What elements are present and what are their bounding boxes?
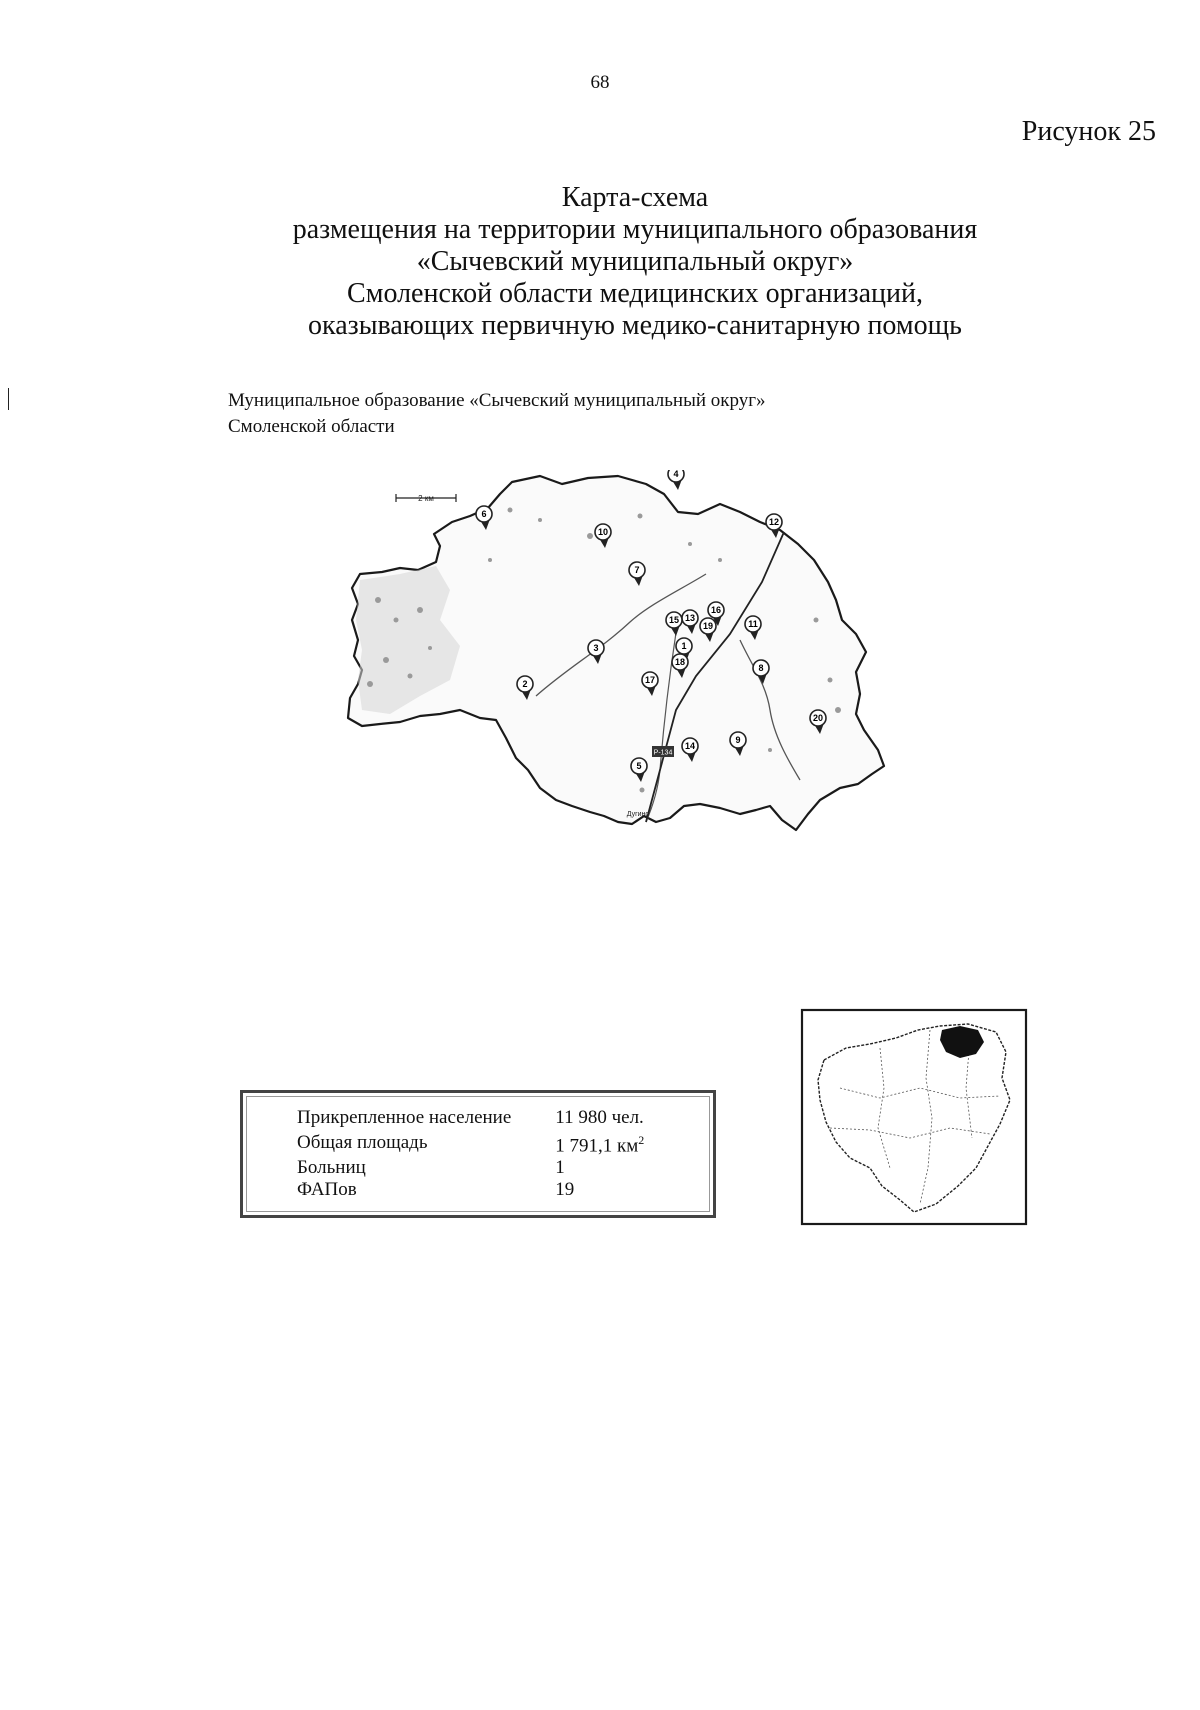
marker-number: 12: [768, 517, 780, 528]
marker-number: 17: [644, 675, 656, 686]
marker-number: 5: [636, 761, 642, 772]
stat-label: ФАПов: [297, 1179, 357, 1201]
statistics-row: [297, 1179, 644, 1201]
district-map: [300, 470, 940, 890]
inset-region-map: [800, 1008, 1030, 1228]
page-number: 68: [590, 72, 610, 93]
title-line: Карта-схема: [561, 182, 709, 213]
marker-number: 3: [593, 643, 599, 654]
marker-number: 8: [758, 663, 764, 674]
title-line: Смоленской области медицинских организаций,: [347, 278, 923, 309]
stat-value: 1: [555, 1157, 565, 1179]
marker-number: 10: [597, 527, 609, 538]
marker-number: 7: [634, 565, 640, 576]
marker-number: 4: [673, 470, 679, 480]
marker-number: 1: [681, 641, 687, 652]
statistics-row: [297, 1129, 644, 1157]
subtitle-line: Смоленской области: [228, 416, 395, 437]
figure-label: Рисунок 25: [1021, 116, 1156, 147]
road-label: Р-134: [653, 749, 673, 757]
subtitle-line: Муниципальное образование «Сычевский муниципальный округ»: [228, 390, 766, 411]
town-label: Дугино: [626, 811, 650, 818]
stat-label: Прикрепленное население: [297, 1107, 512, 1128]
marker-number: 13: [684, 613, 696, 624]
stat-value-cell: [511, 1129, 644, 1157]
marker-number: 19: [702, 621, 714, 632]
location-marker-4: [668, 470, 684, 490]
marker-number: 18: [674, 657, 686, 668]
marker-number: 15: [668, 615, 680, 626]
title-line: «Сычевский муниципальный округ»: [416, 246, 854, 277]
stat-value: 11 980 чел.: [555, 1107, 644, 1128]
marker-number: 2: [522, 679, 528, 690]
margin-mark: [8, 388, 9, 410]
stat-unit-superscript: 2: [638, 1133, 645, 1147]
scale-bar: [396, 494, 456, 503]
title-line: оказывающих первичную медико-санитарную помощь: [308, 310, 962, 341]
marker-number: 14: [684, 741, 696, 752]
marker-number: 9: [735, 735, 741, 746]
marker-number: 6: [481, 509, 487, 520]
marker-number: 16: [710, 605, 722, 616]
title-line: размещения на территории муниципального образования: [292, 214, 978, 245]
statistics-row: [297, 1157, 644, 1179]
statistics-table: [297, 1107, 644, 1201]
stat-label: Больниц: [297, 1157, 366, 1179]
scale-label: 2 км: [418, 494, 434, 503]
stat-value: 1 791,1 км: [555, 1135, 639, 1157]
statistics-box: [240, 1090, 716, 1218]
stat-value: 19: [555, 1179, 575, 1201]
figure-title: [0, 182, 1200, 342]
marker-number: 20: [812, 713, 824, 724]
statistics-row: [297, 1107, 644, 1129]
marker-number: 11: [748, 619, 758, 630]
stat-label: Общая площадь: [297, 1132, 428, 1154]
map-subtitle: [228, 388, 766, 440]
